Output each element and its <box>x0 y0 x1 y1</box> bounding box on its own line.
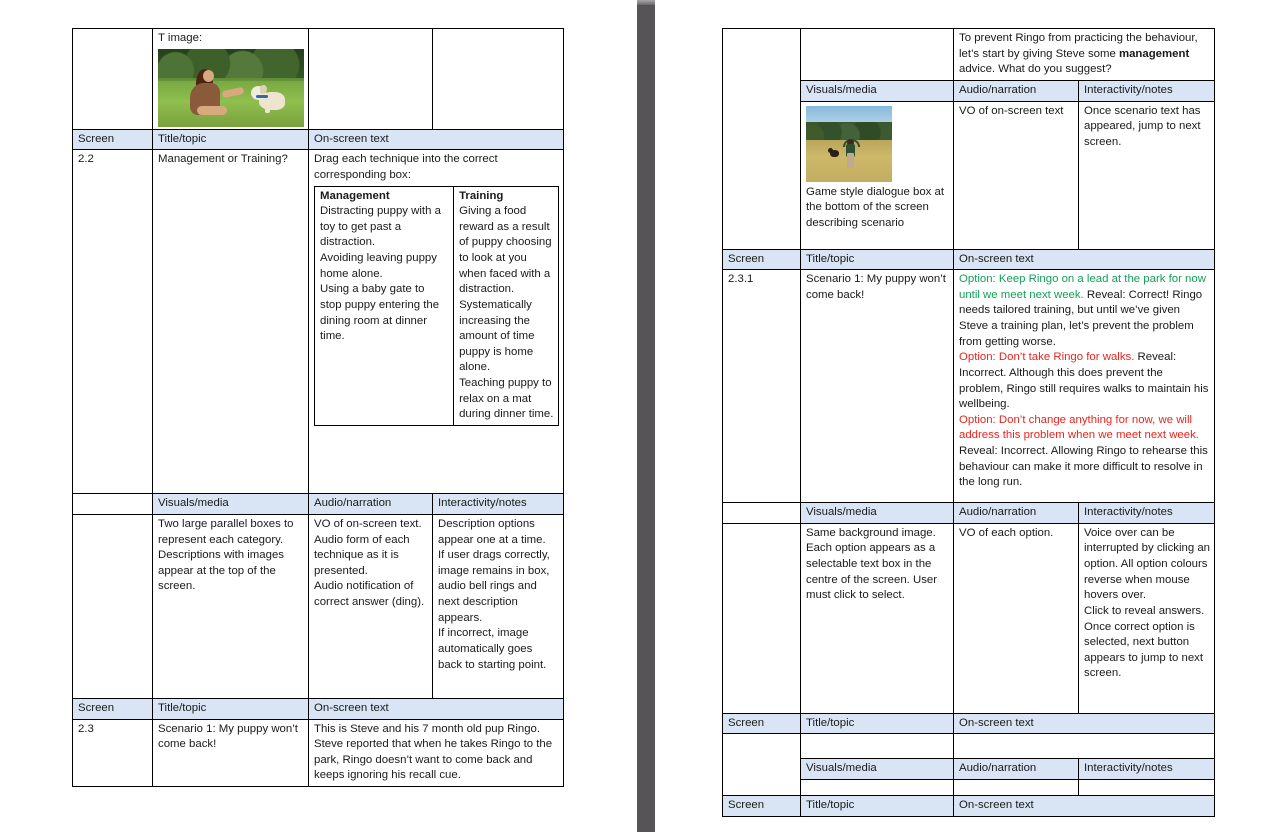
table-row-screen-2-3-1 <box>723 270 1215 503</box>
list-item: Using a baby gate to stop puppy entering the dining room at dinner time. <box>320 283 440 343</box>
header-screen: Screen <box>73 698 153 719</box>
list-item: Avoiding leaving puppy home alone. <box>320 252 437 280</box>
cell-empty-screen-col <box>723 29 801 250</box>
header-audio-narration: Audio/narration <box>954 503 1079 524</box>
option-label-incorrect: Option: Don’t take Ringo for walks. <box>959 351 1135 364</box>
training-item-list <box>459 204 554 423</box>
header-audio-narration: Audio/narration <box>954 80 1079 101</box>
page-gutter <box>637 0 655 832</box>
storyboard-table-left <box>72 28 564 787</box>
cell-empty-left <box>723 523 801 713</box>
list-item: Audio form of each technique as it is presented. <box>314 533 410 577</box>
list-item: Distracting puppy with a toy to get past a distraction. <box>320 205 441 249</box>
text-post: advice. What do you suggest? <box>959 63 1112 76</box>
option-entry <box>959 350 1210 413</box>
header-audio-narration: Audio/narration <box>954 759 1079 780</box>
header-on-screen-text: On-screen text <box>954 249 1215 270</box>
header-title-topic: Title/topic <box>801 796 954 817</box>
header-on-screen-text: On-screen text <box>309 129 564 150</box>
list-item: If user drags correctly, image remains in box, audio bell rings and next description appears. <box>438 549 550 624</box>
list-item: Teaching puppy to relax on a mat during dinner time. <box>459 377 554 421</box>
cell-screen-title <box>801 734 954 759</box>
cell-screen-number: 2.3 <box>73 719 153 787</box>
header-interactivity-notes: Interactivity/notes <box>1079 503 1215 524</box>
technique-sorting-box <box>314 186 559 426</box>
table-header-row <box>723 713 1215 734</box>
cell-on-screen-text <box>309 150 564 494</box>
cell-audio-narration <box>954 780 1079 796</box>
option-label-incorrect: Option: Don’t change anything for now, we will address this problem when we meet next week. <box>959 413 1199 442</box>
cell-empty-screen-col <box>723 734 801 796</box>
text-bold-management: management <box>1118 47 1190 60</box>
list-item: Giving a food reward as a result of puppy choosing to look at you when faced with a distraction. <box>459 205 552 296</box>
cell-interactivity-notes <box>1079 780 1215 796</box>
header-screen: Screen <box>73 129 153 150</box>
header-on-screen-text: On-screen text <box>954 796 1215 817</box>
header-visuals-media: Visuals/media <box>801 80 954 101</box>
cell-visuals-media: Two large parallel boxes to represent each category. Descriptions with images appear at the top of the screen. <box>153 514 309 698</box>
document-page-right <box>655 0 1288 832</box>
cell-on-screen-text-continued <box>954 29 1215 81</box>
cell-empty-topmid <box>309 29 433 130</box>
cell-interactivity-notes: Once scenario text has appeared, jump to next screen. <box>1079 101 1215 249</box>
cell-audio-narration: VO of each option. <box>954 523 1079 713</box>
image-label-text: T image: <box>158 32 203 44</box>
document-page-left <box>0 0 637 832</box>
option-entry <box>959 272 1210 350</box>
list-item: VO of on-screen text. <box>314 517 422 530</box>
header-interactivity-notes: Interactivity/notes <box>433 494 564 515</box>
list-item: Description options appear one at a time. <box>438 517 546 546</box>
cell-visuals-media <box>801 101 954 249</box>
cell-screen-title: Scenario 1: My puppy won’t come back! <box>153 719 309 787</box>
list-item: Audio notification of correct answer (ding). <box>314 580 425 608</box>
header-on-screen-text: On-screen text <box>954 713 1215 734</box>
option-entry <box>959 413 1210 491</box>
cell-screen-number: 2.2 <box>73 150 153 494</box>
cell-empty-left <box>723 503 801 524</box>
table-row-screen-2-2 <box>73 150 564 494</box>
cell-audio-narration: VO of on-screen text <box>954 101 1079 249</box>
cell-empty-left <box>73 514 153 698</box>
visuals-caption-text: Game style dialogue box at the bottom of the screen describing scenario <box>806 185 945 229</box>
cell-empty-left <box>73 494 153 515</box>
text-pre: To prevent Ringo from practicing the behaviour, let’s start by giving Steve some <box>959 32 1198 60</box>
list-item: If incorrect, image automatically goes back to starting point. <box>438 627 547 671</box>
list-item: Click to reveal answers. Once correct option is selected, next button appears to jump to next screen. <box>1084 604 1205 680</box>
storyboard-table-right <box>722 28 1215 817</box>
header-title-topic: Title/topic <box>153 698 309 719</box>
training-header: Training <box>459 189 504 202</box>
cell-empty-topleft <box>73 29 153 130</box>
header-screen: Screen <box>723 713 801 734</box>
header-visuals-media: Visuals/media <box>801 759 954 780</box>
cell-on-screen-text: This is Steve and his 7 month old pup Ringo. Steve reported that when he takes Ringo to the park, Ringo doesn’t want to come back and keeps ignoring his recall cue. <box>309 719 564 787</box>
table-row-screen-2-3-1-detail <box>723 523 1215 713</box>
management-header: Management <box>320 189 390 202</box>
training-column <box>454 186 559 425</box>
cell-interactivity-notes <box>433 514 564 698</box>
table-row-screen-2-2-detail <box>73 514 564 698</box>
photo-man-field-dog <box>806 106 949 182</box>
header-interactivity-notes: Interactivity/notes <box>1079 759 1215 780</box>
table-row-continued <box>723 29 1215 81</box>
photo-woman-puppy <box>158 49 304 127</box>
cell-interactivity-notes <box>1079 523 1215 713</box>
header-audio-narration: Audio/narration <box>309 494 433 515</box>
technique-box-row <box>315 186 559 425</box>
table-header-row <box>723 796 1215 817</box>
table-row-screen-2-3 <box>73 719 564 787</box>
header-interactivity-notes: Interactivity/notes <box>1079 80 1215 101</box>
header-title-topic: Title/topic <box>153 129 309 150</box>
cell-on-screen-text <box>954 734 1215 759</box>
table-subheader-row <box>73 494 564 515</box>
table-header-row <box>73 129 564 150</box>
header-visuals-media: Visuals/media <box>801 503 954 524</box>
drag-instruction-text: Drag each technique into the correct corresponding box: <box>314 153 498 181</box>
table-subheader-row <box>723 503 1215 524</box>
cell-audio-narration <box>309 514 433 698</box>
cell-screen-number: 2.3.1 <box>723 270 801 503</box>
cell-image-label <box>153 29 309 130</box>
header-visuals-media: Visuals/media <box>153 494 309 515</box>
header-title-topic: Title/topic <box>801 249 954 270</box>
management-item-list <box>320 204 449 345</box>
option-reveal: Reveal: Correct! Ringo needs tailored training, but until we’ve given Steve a training plan, let’s prevent the problem from getting worse. <box>959 288 1203 348</box>
cell-visuals-media: Same background image. Each option appears as a selectable text box in the centre of the screen. User must click to select. <box>801 523 954 713</box>
list-item: Voice over can be interrupted by clicking an option. All option colours reverse when mouse hovers over. <box>1084 526 1210 602</box>
option-reveal: Reveal: Incorrect. Although this does prevent the problem, Ringo still requires walks to maintain his wellbeing. <box>959 351 1209 411</box>
header-on-screen-text: On-screen text <box>309 698 564 719</box>
cell-empty-topright <box>433 29 564 130</box>
cell-on-screen-text-options <box>954 270 1215 503</box>
cell-visuals-media <box>801 780 954 796</box>
management-column <box>315 186 454 425</box>
option-label-correct: Option: Keep Ringo on a lead at the park for now until we meet next week. <box>959 273 1206 301</box>
option-reveal: Reveal: Incorrect. Allowing Ringo to rehearse this behaviour can make it more difficult to resolve in the long run. <box>959 445 1208 489</box>
cell-screen-title: Scenario 1: My puppy won’t come back! <box>801 270 954 503</box>
table-header-row <box>723 249 1215 270</box>
header-screen: Screen <box>723 796 801 817</box>
cell-screen-title: Management or Training? <box>153 150 309 494</box>
table-row-empty-block <box>723 734 1215 759</box>
table-header-row <box>73 698 564 719</box>
header-screen: Screen <box>723 249 801 270</box>
list-item: Systematically increasing the amount of time puppy is home alone. <box>459 298 535 374</box>
header-title-topic: Title/topic <box>801 713 954 734</box>
table-row <box>73 29 564 130</box>
cell-empty-title-col <box>801 29 954 81</box>
